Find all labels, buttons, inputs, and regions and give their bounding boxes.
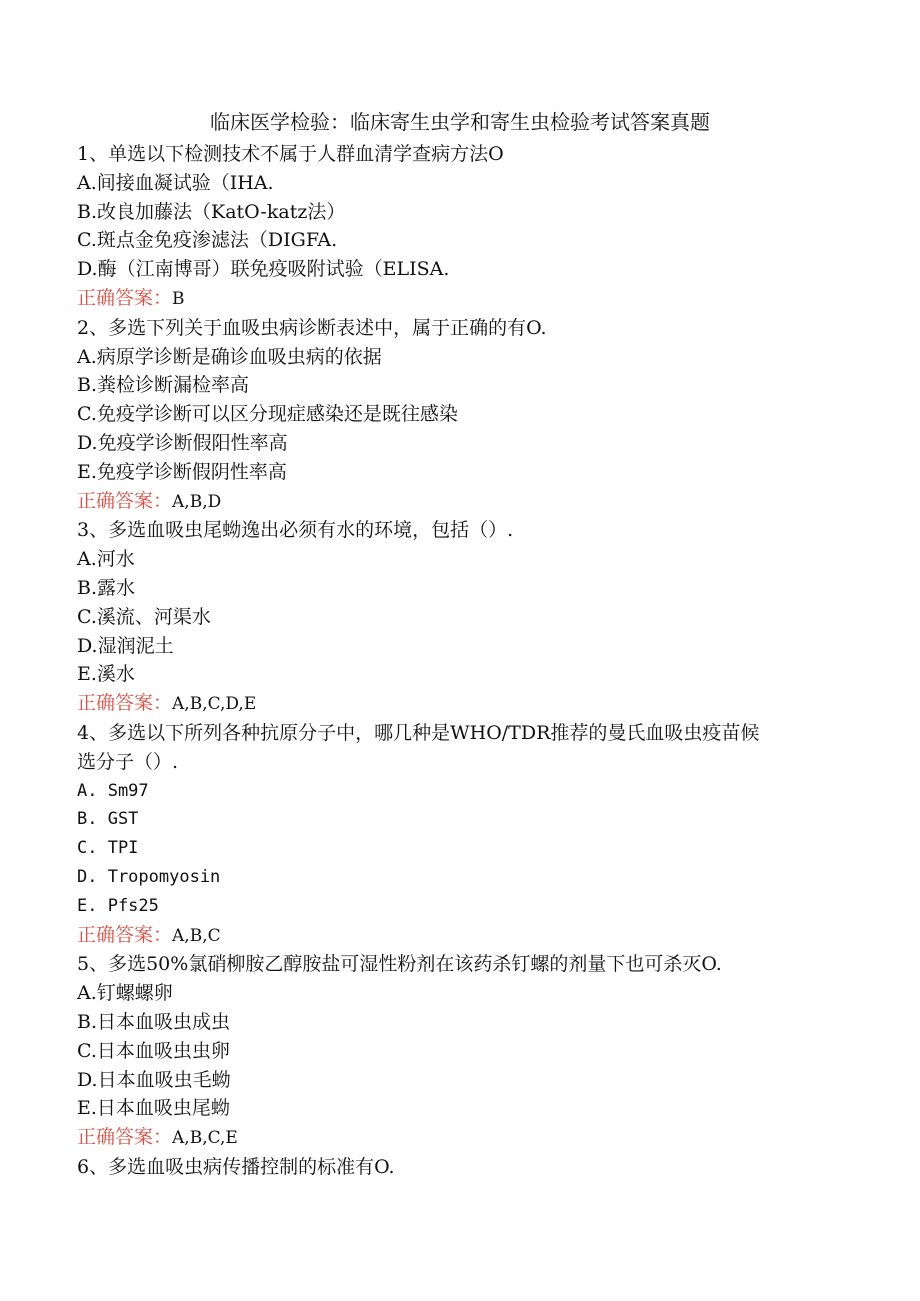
option: C. TPI bbox=[77, 838, 139, 859]
option: B.日本血吸虫成虫 bbox=[77, 1010, 231, 1033]
option: D. Tropomyosin bbox=[77, 866, 221, 887]
answer-value: A,B,D bbox=[172, 491, 222, 512]
answer-value: A,B,C,E bbox=[172, 1128, 238, 1149]
option: E.日本血吸虫尾蚴 bbox=[77, 1097, 230, 1120]
question-stem: 5、多选50%氯硝柳胺乙醇胺盐可湿性粉剂在该药杀钉螺的剂量下也可杀灭O. bbox=[77, 953, 722, 976]
answer-line bbox=[77, 689, 837, 719]
option: E. Pfs25 bbox=[77, 895, 159, 916]
question-stem: 4、多选以下所列各种抗原分子中，哪几种是WHO/TDR推荐的曼氏血吸虫疫苗候 bbox=[77, 721, 760, 744]
question-stem: 1、单选以下检测技术不属于人群血清学查病方法O bbox=[77, 143, 504, 165]
answer-label: 正确答案： bbox=[77, 1126, 173, 1149]
answer-value: A,B,C bbox=[172, 925, 221, 946]
answer-label: 正确答案： bbox=[77, 692, 173, 715]
question-stem: 3、多选血吸虫尾蚴逸出必须有水的环境，包括（）. bbox=[77, 519, 514, 542]
option: C.溪流、河渠水 bbox=[77, 605, 211, 628]
answer-label: 正确答案： bbox=[77, 489, 173, 512]
option: D.免疫学诊断假阳性率高 bbox=[77, 431, 288, 454]
document-body bbox=[77, 140, 837, 1182]
option: A.河水 bbox=[77, 548, 135, 571]
option: C.日本血吸虫虫卵 bbox=[77, 1039, 230, 1062]
option: E.溪水 bbox=[77, 663, 135, 686]
answer-label: 正确答案： bbox=[77, 923, 173, 946]
option: B.改良加藤法（KatO-katz法） bbox=[77, 200, 346, 223]
option: A. Sm97 bbox=[77, 780, 149, 801]
answer-value: B bbox=[172, 288, 185, 309]
document-title: 临床医学检验：临床寄生虫学和寄生虫检验考试答案真题 bbox=[210, 110, 710, 134]
answer-value: A,B,C,D,E bbox=[172, 694, 257, 715]
question-stem: 6、多选血吸虫病传播控制的标准有O. bbox=[77, 1155, 395, 1178]
option: B. GST bbox=[77, 809, 139, 830]
option: B.粪检诊断漏检率高 bbox=[77, 374, 250, 397]
answer-line bbox=[77, 921, 837, 951]
option: C.斑点金免疫渗滤法（DIGFA. bbox=[77, 229, 338, 252]
option: C.免疫学诊断可以区分现症感染还是既往感染 bbox=[77, 403, 458, 426]
answer-line bbox=[77, 284, 837, 314]
option: A.间接血凝试验（IHA. bbox=[77, 171, 274, 194]
option: B.露水 bbox=[77, 576, 136, 599]
question-stem-continued: 选分子（）. bbox=[77, 750, 179, 773]
answer-label: 正确答案： bbox=[77, 286, 173, 309]
answer-line bbox=[77, 487, 837, 517]
option: A.病原学诊断是确诊血吸虫病的依据 bbox=[77, 345, 382, 368]
option: A.钉螺螺卵 bbox=[77, 982, 173, 1005]
option: D.酶（江南博哥）联免疫吸附试验（ELISA. bbox=[77, 258, 450, 281]
option: D.湿润泥土 bbox=[77, 634, 174, 657]
option: D.日本血吸虫毛蚴 bbox=[77, 1068, 231, 1091]
answer-line bbox=[77, 1123, 837, 1153]
question-stem: 2、多选下列关于血吸虫病诊断表述中，属于正确的有O. bbox=[77, 316, 547, 339]
option: E.免疫学诊断假阴性率高 bbox=[77, 460, 287, 483]
